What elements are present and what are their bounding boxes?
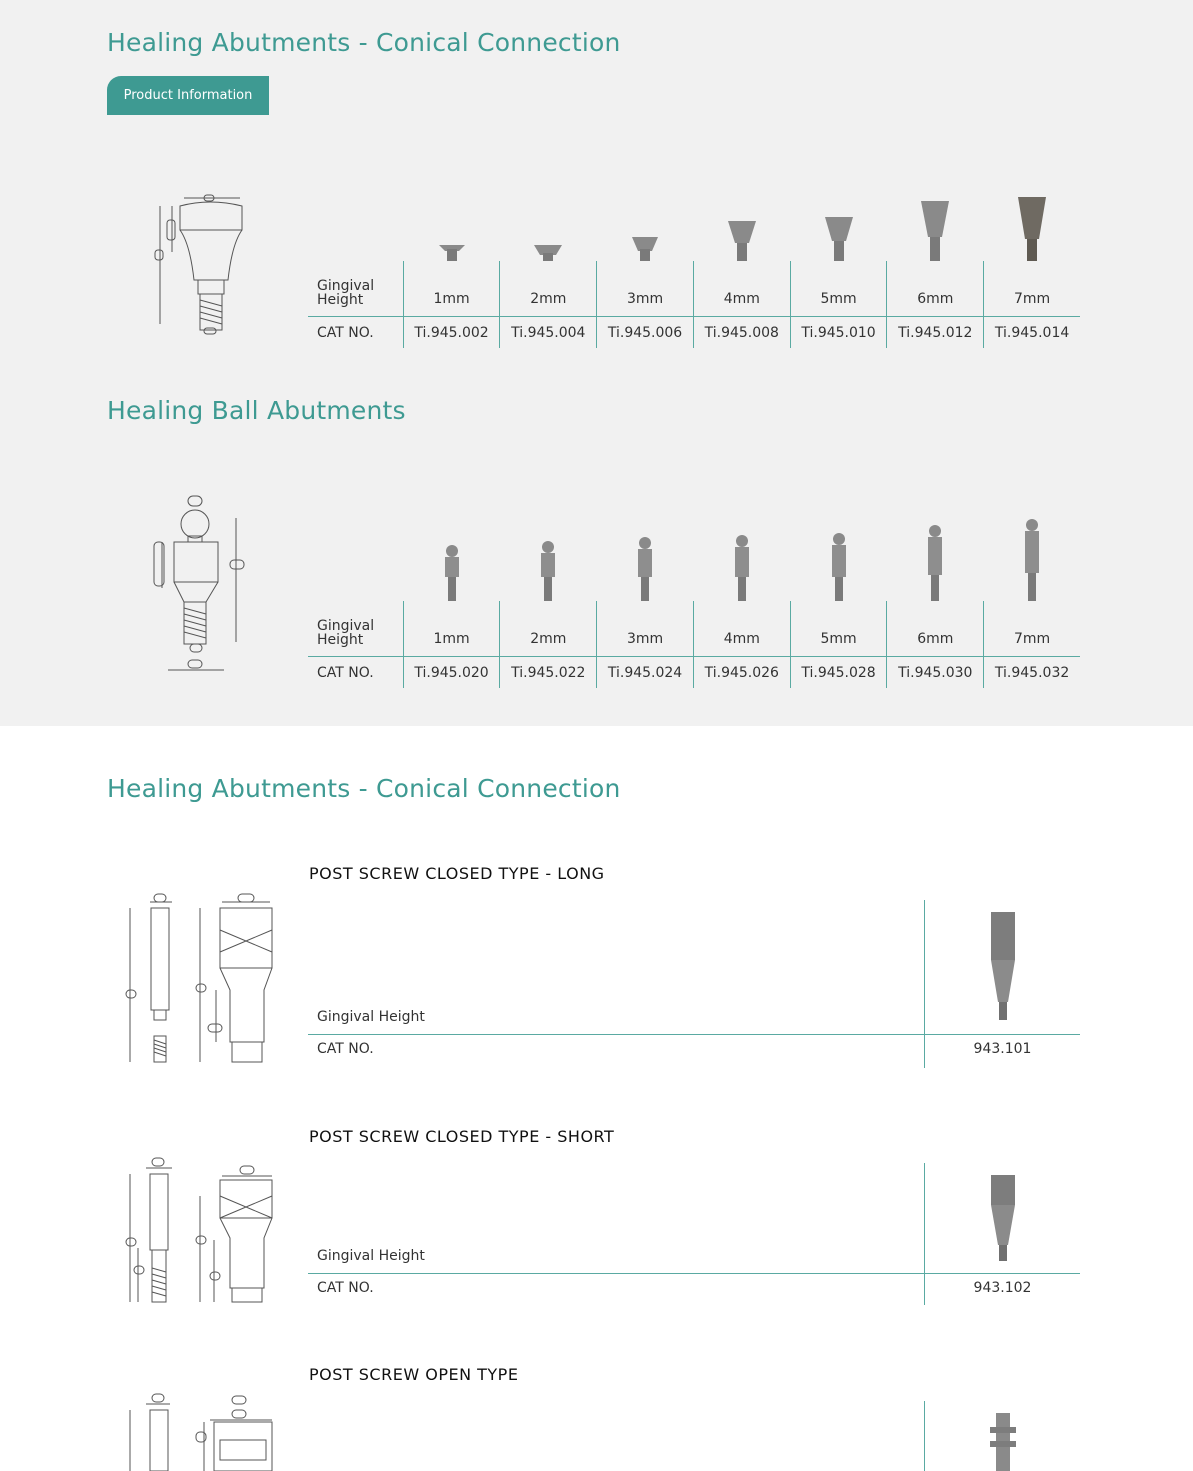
cat-no-value: Ti.945.010	[790, 317, 887, 349]
gingival-height-value: 3mm	[597, 601, 694, 657]
post-screw-long-spec	[308, 900, 1080, 1068]
gingival-height-value: 5mm	[790, 601, 887, 657]
ball-abutment-image	[403, 517, 500, 601]
post-screw-closed-long-title: POST SCREW CLOSED TYPE - LONG	[309, 864, 605, 883]
cat-no-value: Ti.945.006	[597, 317, 694, 349]
column-divider	[924, 1401, 925, 1471]
cat-no-value: Ti.945.004	[500, 317, 597, 349]
healing-abutment-technical-drawing	[150, 192, 260, 342]
cat-no-value: Ti.945.026	[693, 657, 790, 689]
gingival-height-value: 3mm	[597, 261, 694, 317]
healing-abutments-spec-table	[308, 183, 1080, 348]
gingival-height-value: 4mm	[693, 261, 790, 317]
cat-no-value: Ti.945.012	[887, 317, 984, 349]
cat-no-value: 943.101	[973, 1041, 1032, 1057]
row-divider	[308, 1034, 1080, 1035]
cat-no-value: Ti.945.002	[403, 317, 500, 349]
post-screw-open-spec	[308, 1401, 1080, 1471]
gingival-height-value: 1mm	[403, 261, 500, 317]
post-screw-open-technical-drawing	[124, 1392, 284, 1471]
gingival-height-label: Gingival Height	[308, 601, 403, 657]
gingival-height-label: Gingival Height	[308, 261, 403, 317]
cat-no-value: Ti.945.008	[693, 317, 790, 349]
cat-no-label: CAT NO.	[317, 1041, 374, 1057]
cat-no-label: CAT NO.	[317, 1280, 374, 1296]
abutment-image	[597, 183, 694, 261]
cat-no-label: CAT NO.	[317, 664, 374, 681]
post-screw-long-image	[988, 912, 1018, 1022]
product-information-button[interactable]: Product Information	[107, 76, 269, 115]
section-title-healing-abutments-2: Healing Abutments - Conical Connection	[107, 774, 621, 803]
cat-no-value: Ti.945.024	[597, 657, 694, 689]
abutment-image	[693, 183, 790, 261]
post-screw-short-spec	[308, 1163, 1080, 1305]
gingival-height-value: 2mm	[500, 601, 597, 657]
healing-ball-abutment-technical-drawing	[150, 494, 250, 674]
post-screw-open-image	[988, 1413, 1018, 1471]
gingival-height-value: 4mm	[693, 601, 790, 657]
gingival-height-value: 6mm	[887, 601, 984, 657]
post-screw-short-technical-drawing	[124, 1156, 284, 1308]
cat-no-value: Ti.945.032	[984, 657, 1080, 689]
cat-no-value: Ti.945.014	[984, 317, 1080, 349]
ball-abutment-image	[887, 517, 984, 601]
cat-no-value: Ti.945.020	[403, 657, 500, 689]
gingival-height-value: 1mm	[403, 601, 500, 657]
gingival-height-label: Gingival Height	[317, 1009, 425, 1025]
gingival-height-value: 2mm	[500, 261, 597, 317]
abutment-image	[500, 183, 597, 261]
healing-ball-abutments-spec-table	[308, 517, 1080, 688]
cat-no-value: Ti.945.030	[887, 657, 984, 689]
row-divider	[308, 1273, 1080, 1274]
gingival-height-value: 7mm	[984, 261, 1080, 317]
post-screw-open-title: POST SCREW OPEN TYPE	[309, 1365, 519, 1384]
section-title-healing-abutments: Healing Abutments - Conical Connection	[107, 28, 621, 57]
ball-abutment-image	[693, 517, 790, 601]
section-title-healing-ball-abutments: Healing Ball Abutments	[107, 396, 406, 425]
abutment-image	[790, 183, 887, 261]
gingival-height-label: Gingival Height	[317, 1248, 425, 1264]
post-screw-closed-short-title: POST SCREW CLOSED TYPE - SHORT	[309, 1127, 615, 1146]
post-screw-long-technical-drawing	[124, 890, 284, 1070]
gingival-height-value: 7mm	[984, 601, 1080, 657]
ball-abutment-image	[597, 517, 694, 601]
gingival-height-value: 6mm	[887, 261, 984, 317]
cat-no-value: Ti.945.028	[790, 657, 887, 689]
ball-abutment-image	[984, 517, 1080, 601]
abutment-image	[984, 183, 1080, 261]
cat-no-value: 943.102	[973, 1280, 1032, 1296]
ball-abutment-image	[790, 517, 887, 601]
post-screw-short-image	[988, 1175, 1018, 1261]
cat-no-label: CAT NO.	[317, 324, 374, 341]
cat-no-value: Ti.945.022	[500, 657, 597, 689]
abutment-image	[887, 183, 984, 261]
abutment-image	[403, 183, 500, 261]
ball-abutment-image	[500, 517, 597, 601]
gingival-height-value: 5mm	[790, 261, 887, 317]
